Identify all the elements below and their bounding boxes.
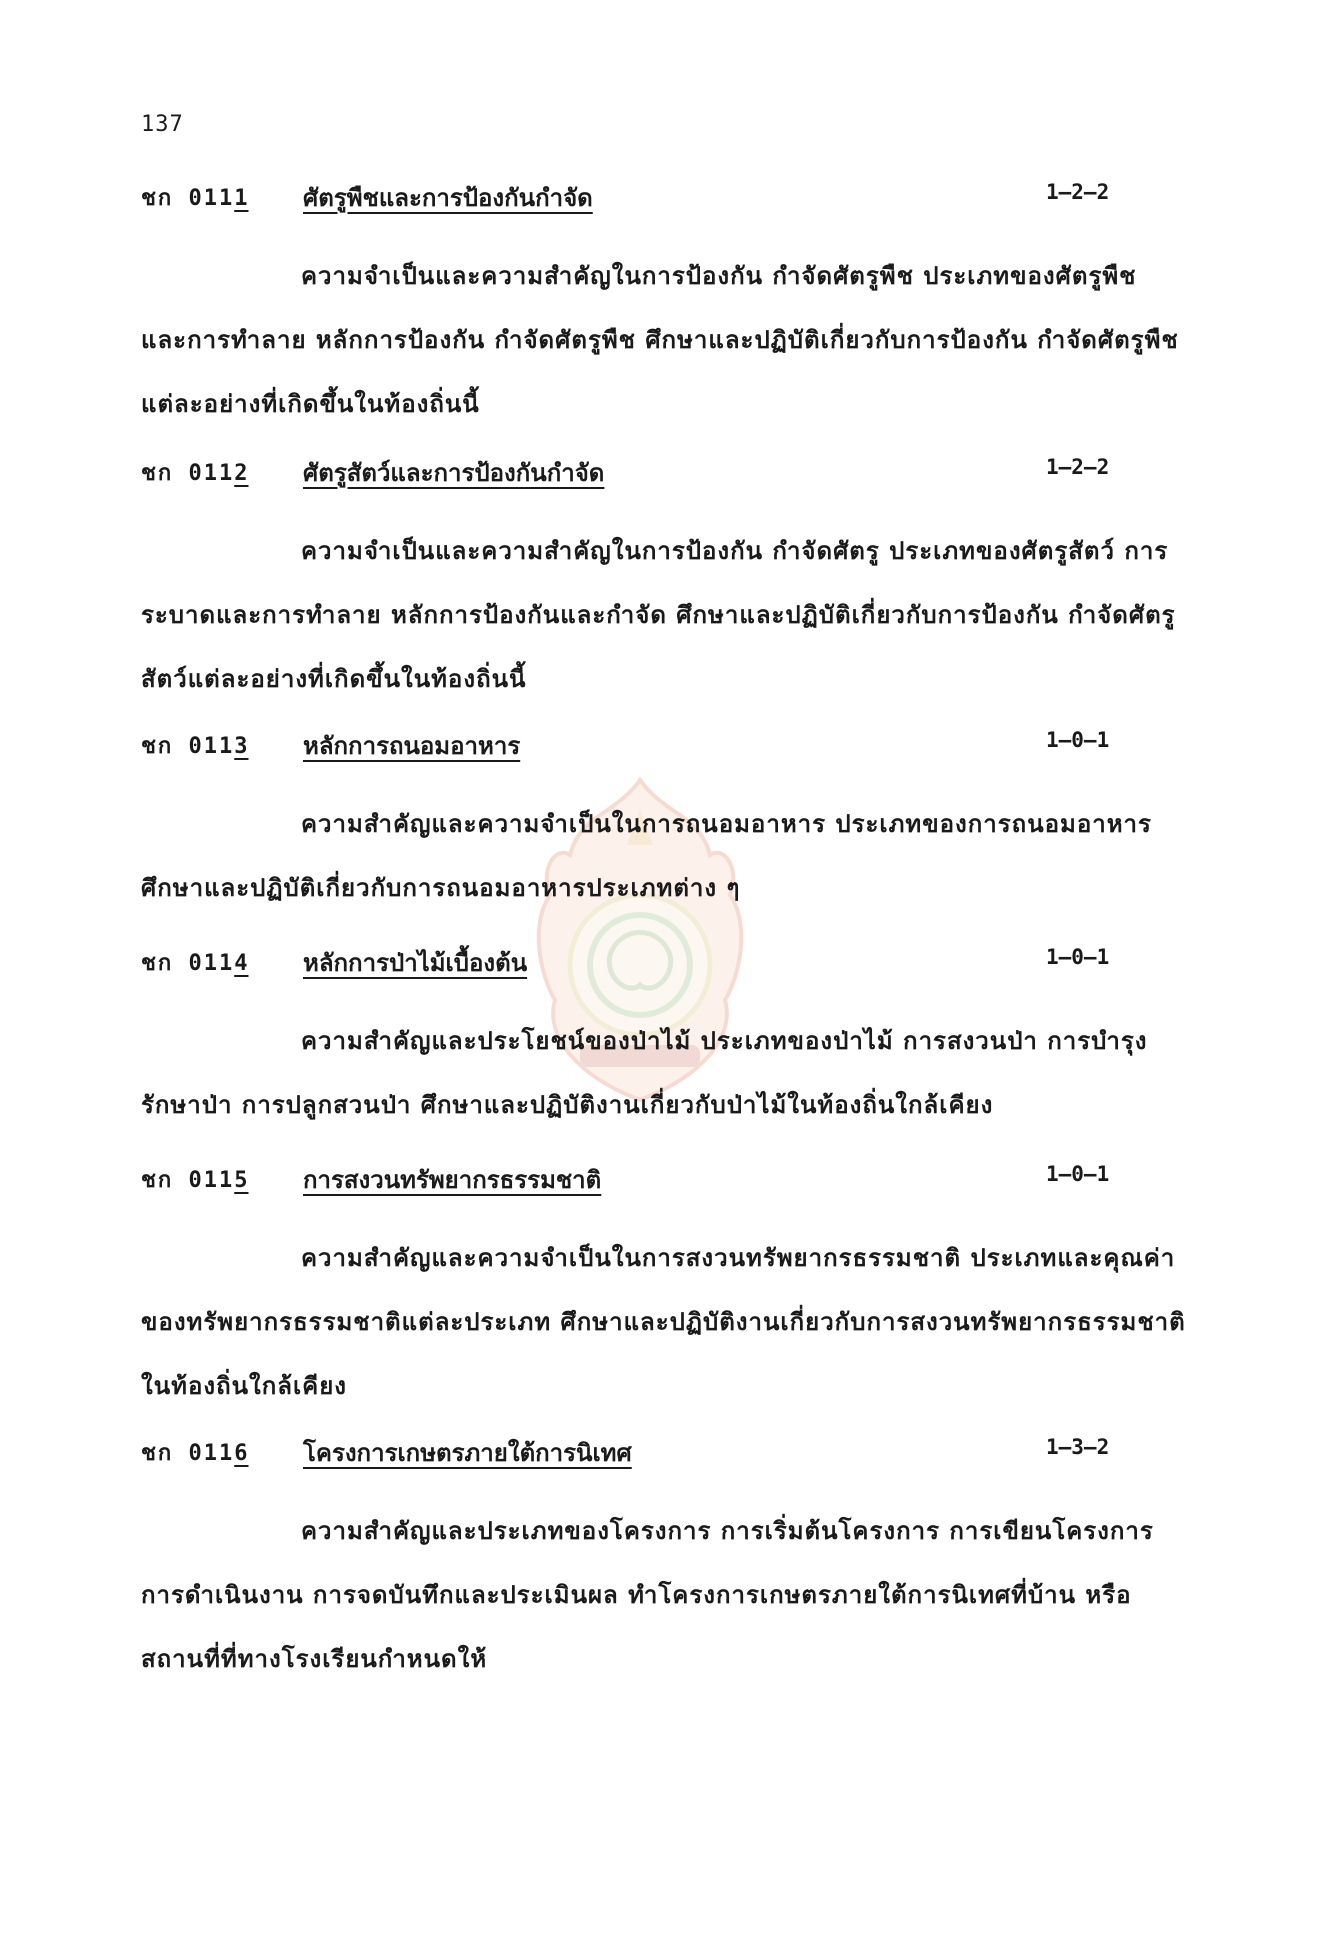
- course-credits: 1–3–2: [1046, 1435, 1110, 1459]
- course-heading: [141, 1435, 1201, 1475]
- course-code-suffix: 6: [234, 1441, 249, 1466]
- course-code: [141, 180, 248, 215]
- course-heading: [141, 455, 1201, 495]
- course-code-suffix: 2: [234, 461, 249, 486]
- course-code: [141, 728, 248, 763]
- course-code: [141, 945, 248, 980]
- course-description: ความสำคัญและความจำเป็นในการสงวนทรัพยากรธรรมชาติ ประเภทและคุณค่าของทรัพยากรธรรมชาติแต่ละประเภท ศึกษาและปฏิบัติงานเกี่ยวกับการสงวนทรัพยากรธรรมชาติในท้องถิ่นใกล้เคียง: [141, 1244, 1186, 1400]
- course-code: [141, 455, 248, 490]
- course-credits: 1–0–1: [1046, 1162, 1110, 1186]
- course-title: ศัตรูสัตว์และการป้องกันกำจัด: [303, 459, 605, 487]
- course-code: [141, 1435, 248, 1470]
- page-number: 137: [141, 112, 184, 137]
- course-code-suffix: 5: [234, 1168, 249, 1193]
- course-code-prefix: ชก 011: [141, 186, 235, 211]
- course-title: การสงวนทรัพยากรธรรมชาติ: [303, 1166, 602, 1194]
- course-code-prefix: ชก 011: [141, 734, 235, 759]
- course-entry: [141, 1162, 1201, 1418]
- course-description: ความจำเป็นและความสำคัญในการป้องกัน กำจัดศัตรูพืช ประเภทของศัตรูพืช และการทำลาย หลักการป้องกัน กำจัดศัตรูพืช ศึกษาและปฏิบัติเกี่ยวกับการป้องกัน กำจัดศัตรูพืชแต่ละอย่างที่เกิดขึ้นในท้องถิ่นนี้: [141, 262, 1179, 418]
- course-code: [141, 1162, 248, 1197]
- course-code-prefix: ชก 011: [141, 1441, 235, 1466]
- course-code-suffix: 3: [234, 734, 249, 759]
- course-title: หลักการป่าไม้เบื้องต้น: [303, 949, 528, 977]
- course-title: หลักการถนอมอาหาร: [303, 732, 521, 760]
- course-description: ความสำคัญและประเภทของโครงการ การเริ่มต้นโครงการ การเขียนโครงการ การดำเนินงาน การจดบันทึกและประเมินผล ทำโครงการเกษตรภายใต้การนิเทศที่บ้าน หรือสถานที่ที่ทางโรงเรียนกำหนดให้: [141, 1517, 1154, 1673]
- course-description: ความจำเป็นและความสำคัญในการป้องกัน กำจัดศัตรู ประเภทของศัตรูสัตว์ การระบาดและการทำลาย หลักการป้องกันและกำจัด ศึกษาและปฏิบัติเกี่ยวกับการป้องกัน กำจัดศัตรูสัตว์แต่ละอย่างที่เกิดขึ้นในท้องถิ่นนี้: [141, 537, 1176, 693]
- course-entry: [141, 455, 1201, 711]
- course-entry: [141, 728, 1201, 920]
- course-heading: [141, 180, 1201, 220]
- course-code-suffix: 4: [234, 951, 249, 976]
- course-heading: [141, 945, 1201, 985]
- course-description: ความสำคัญและความจำเป็นในการถนอมอาหาร ประเภทของการถนอมอาหาร ศึกษาและปฏิบัติเกี่ยวกับการถนอมอาหารประเภทต่าง ๆ: [141, 810, 1152, 902]
- course-entry: [141, 1435, 1201, 1691]
- course-description: ความสำคัญและประโยชน์ของป่าไม้ ประเภทของป่าไม้ การสงวนป่า การบำรุงรักษาป่า การปลูกสวนป่า ศึกษาและปฏิบัติงานเกี่ยวกับป่าไม้ในท้องถิ่นใกล้เคียง: [141, 1027, 1148, 1119]
- course-credits: 1–2–2: [1046, 455, 1110, 479]
- course-code-prefix: ชก 011: [141, 461, 235, 486]
- course-title: โครงการเกษตรภายใต้การนิเทศ: [303, 1439, 632, 1467]
- course-entry: [141, 945, 1201, 1137]
- course-credits: 1–0–1: [1046, 945, 1110, 969]
- course-code-suffix: 1: [234, 186, 249, 211]
- course-code-prefix: ชก 011: [141, 1168, 235, 1193]
- course-entry: [141, 180, 1201, 436]
- course-code-prefix: ชก 011: [141, 951, 235, 976]
- course-credits: 1–2–2: [1046, 180, 1110, 204]
- course-heading: [141, 1162, 1201, 1202]
- course-heading: [141, 728, 1201, 768]
- course-credits: 1–0–1: [1046, 728, 1110, 752]
- course-title: ศัตรูพืชและการป้องกันกำจัด: [303, 184, 593, 212]
